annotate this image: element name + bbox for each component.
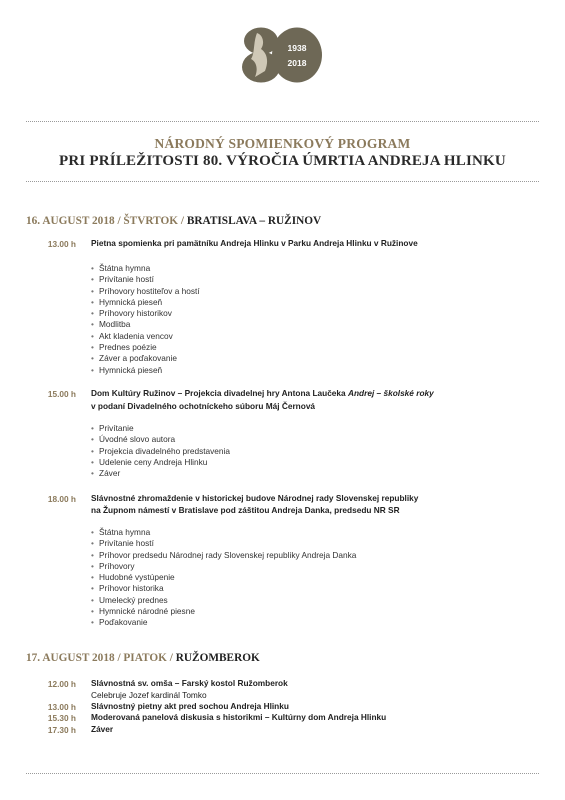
program-title: NÁRODNÝ SPOMIENKOVÝ PROGRAM	[154, 136, 411, 151]
day1-place: BRATISLAVA – RUŽINOV	[186, 215, 322, 227]
event-title: Slávnostný pietny akt pred sochou Andreja Hlinku	[91, 701, 289, 711]
list-item: • Modlitba	[91, 319, 200, 330]
list-item: • Príhovory	[91, 561, 356, 572]
day2-date: 17. AUGUST 2018 / PIATOK /	[26, 652, 176, 664]
list-item: • Akt kladenia vencov	[91, 331, 200, 342]
list-item: • Prednes poézie	[91, 342, 200, 353]
list-item: • Hymnické národné piesne	[91, 606, 356, 617]
list-item: • Príhovor predsedu Národnej rady Slovenskej republiky Andreja Danka	[91, 550, 356, 561]
bottom-divider	[26, 773, 539, 774]
anniversary-logo	[241, 27, 323, 83]
event-title: Moderovaná panelová diskusia s historikmi – Kultúrny dom Andreja Hlinku	[91, 712, 387, 722]
day2-place: RUŽOMBEROK	[175, 652, 260, 664]
list-item: • Udelenie ceny Andreja Hlinku	[91, 457, 230, 468]
event-time: 15.00 h	[47, 389, 76, 399]
event-title: Slávnostné zhromaždenie v historickej budove Národnej rady Slovenskej republiky	[91, 493, 419, 503]
header-divider	[26, 181, 539, 182]
list-item: • Štátna hymna	[91, 263, 200, 274]
event-time: 17.30 h	[47, 725, 76, 735]
list-item: • Privítanie hostí	[91, 538, 356, 549]
list-item: • Projekcia divadelného predstavenia	[91, 446, 230, 457]
day2-heading	[26, 652, 260, 664]
list-item: • Záver	[91, 468, 230, 479]
list-item: • Štátna hymna	[91, 527, 356, 538]
event-subtitle: Celebruje Jozef kardinál Tomko	[91, 690, 207, 700]
list-item: • Záver a poďakovanie	[91, 353, 200, 364]
list-item: • Privítanie	[91, 423, 230, 434]
event-title: Záver	[91, 724, 114, 734]
logo-80-icon	[241, 27, 323, 83]
event-agenda-list	[91, 423, 230, 479]
event-title: Pietna spomienka pri pamätníku Andreja Hlinku v Parku Andreja Hlinku v Ružinove	[91, 238, 418, 248]
list-item: • Hymnická pieseň	[91, 365, 200, 376]
event-time: 18.00 h	[47, 494, 76, 504]
list-item: • Príhovory hostiteľov a hostí	[91, 286, 200, 297]
day1-date: 16. AUGUST 2018 / ŠTVRTOK /	[26, 215, 187, 227]
event-time: 15.30 h	[47, 713, 76, 723]
list-item: • Privítanie hostí	[91, 274, 200, 285]
list-item: • Príhovory historikov	[91, 308, 200, 319]
svg-text:2018: 2018	[287, 58, 307, 68]
list-item: • Hymnická pieseň	[91, 297, 200, 308]
event-agenda-list	[91, 527, 356, 629]
event-time: 12.00 h	[47, 679, 76, 689]
event-title: Dom Kultúry Ružinov – Projekcia divadelnej hry Antona Laučeka Andrej – školské roky	[91, 388, 434, 398]
event-title: Slávnostná sv. omša – Farský kostol Ružomberok	[91, 678, 288, 688]
list-item: • Poďakovanie	[91, 617, 356, 628]
event-agenda-list	[91, 263, 200, 376]
list-item: • Umelecký prednes	[91, 595, 356, 606]
event-title-line2: v podaní Divadelného ochotníckeho súboru Máj Černová	[91, 401, 316, 411]
list-item: • Úvodné slovo autora	[91, 434, 230, 445]
event-time: 13.00 h	[47, 239, 76, 249]
event-time: 13.00 h	[47, 702, 76, 712]
list-item: • Hudobné vystúpenie	[91, 572, 356, 583]
day1-heading	[26, 215, 321, 227]
list-item: • Príhovor historika	[91, 583, 356, 594]
event-title-line2: na Župnom námestí v Bratislave pod záštitou Andreja Danka, predsedu NR SR	[91, 505, 400, 515]
top-divider	[26, 121, 539, 122]
program-subtitle: PRI PRÍLEŽITOSTI 80. VÝROČIA ÚMRTIA ANDREJA HLINKU	[59, 153, 506, 169]
svg-text:1938: 1938	[287, 43, 307, 53]
